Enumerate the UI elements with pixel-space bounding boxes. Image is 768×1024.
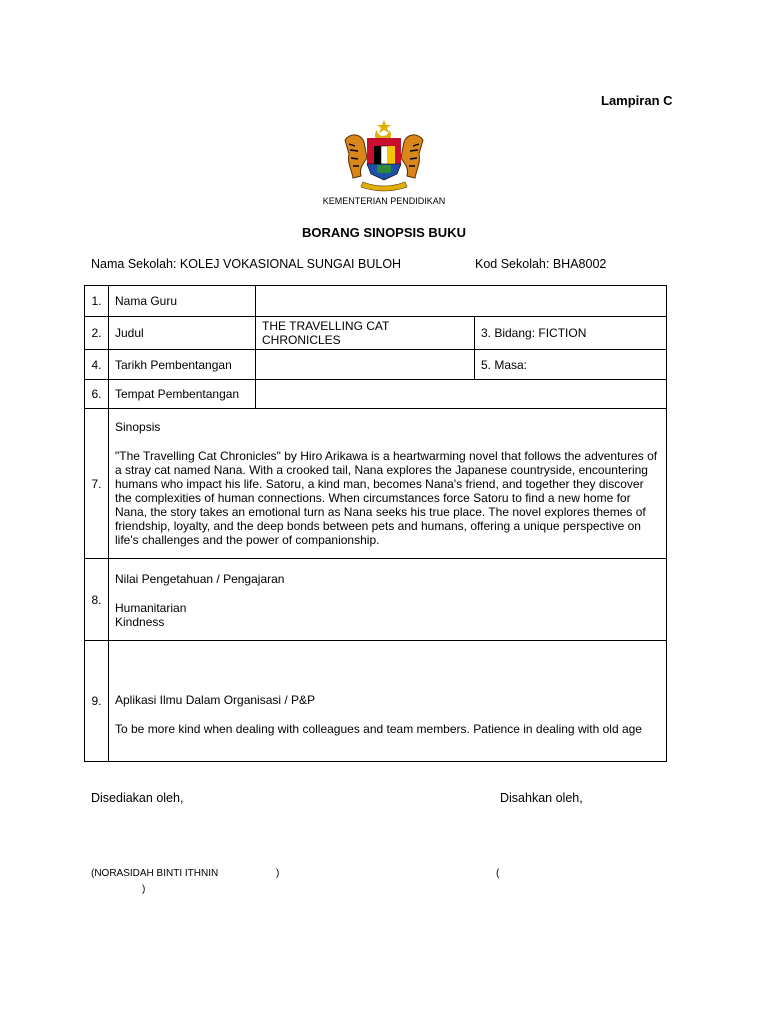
malaysia-coat-of-arms-icon	[337, 118, 431, 192]
synopsis-text: "The Travelling Cat Chronicles" by Hiro Arikawa is a heartwarming novel that follows the adventures of a stray cat named Nana. With a crooked tail, Nana explores the Japanese countryside, encountering humans who impact his life. Satoru, a kind man, becomes Nana's friend, and together they discover the complexities of human connections. When circumstances force Satoru to find a new home for Nana, the story takes an emotional turn as Nana seeks his true place. The novel explores themes of friendship, loyalty, and the deep bonds between pets and humans, offering a unique perspective on life's challenges and the power of companionship.	[115, 449, 658, 547]
table-row	[85, 350, 667, 380]
book-title-field[interactable]	[256, 317, 475, 350]
row-number: 6.	[85, 380, 109, 409]
application-cell	[109, 641, 667, 762]
row-number: 1.	[85, 286, 109, 317]
row-number: 7.	[85, 409, 109, 559]
school-name: Nama Sekolah: KOLEJ VOKASIONAL SUNGAI BULOH	[91, 257, 402, 271]
teacher-name-label: Nama Guru	[109, 286, 256, 317]
preparer-close-paren-2: )	[142, 884, 146, 895]
application-text: To be more kind when dealing with colleagues and team members. Patience in dealing with old age	[115, 721, 642, 736]
row-number: 4.	[85, 350, 109, 380]
application-heading: Aplikasi Ilmu Dalam Organisasi / P&P	[115, 692, 316, 707]
row-number: 2.	[85, 317, 109, 350]
presentation-date-field[interactable]	[256, 350, 475, 380]
synopsis-heading: Sinopsis	[115, 420, 161, 434]
school-code: Kod Sekolah: BHA8002	[475, 257, 607, 271]
title-label: Judul	[109, 317, 256, 350]
row-number: 9.	[85, 641, 109, 762]
value-item: Humanitarian	[115, 600, 187, 615]
book-title-line-1: THE TRAVELLING CAT	[262, 319, 390, 333]
approved-by-label: Disahkan oleh,	[500, 791, 583, 805]
values-heading: Nilai Pengetahuan / Pengajaran	[115, 571, 285, 586]
genre-field: 3. Bidang: FICTION	[475, 317, 667, 350]
table-row	[85, 317, 667, 350]
synopsis-form-table	[84, 285, 667, 762]
presentation-venue-label: Tempat Pembentangan	[109, 380, 256, 409]
time-field: 5. Masa:	[475, 350, 667, 380]
annex-label: Lampiran C	[601, 93, 673, 108]
table-row	[85, 409, 667, 559]
value-item: Kindness	[115, 614, 165, 629]
table-row	[85, 380, 667, 409]
prepared-by-label: Disediakan oleh,	[91, 791, 184, 805]
preparer-name: (NORASIDAH BINTI ITHNIN	[91, 868, 219, 879]
form-title: BORANG SINOPSIS BUKU	[302, 225, 466, 240]
book-title-line-2: CHRONICLES	[262, 333, 341, 347]
values-cell	[109, 559, 667, 641]
approver-open-paren: (	[496, 868, 500, 879]
presentation-date-label: Tarikh Pembentangan	[109, 350, 256, 380]
teacher-name-field[interactable]	[256, 286, 667, 317]
row-number: 8.	[85, 559, 109, 641]
ministry-name: KEMENTERIAN PENDIDIKAN	[322, 196, 446, 206]
preparer-close-paren: )	[276, 868, 280, 879]
synopsis-cell	[109, 409, 667, 559]
table-row	[85, 286, 667, 317]
table-row	[85, 559, 667, 641]
table-row	[85, 641, 667, 762]
presentation-venue-field[interactable]	[256, 380, 667, 409]
